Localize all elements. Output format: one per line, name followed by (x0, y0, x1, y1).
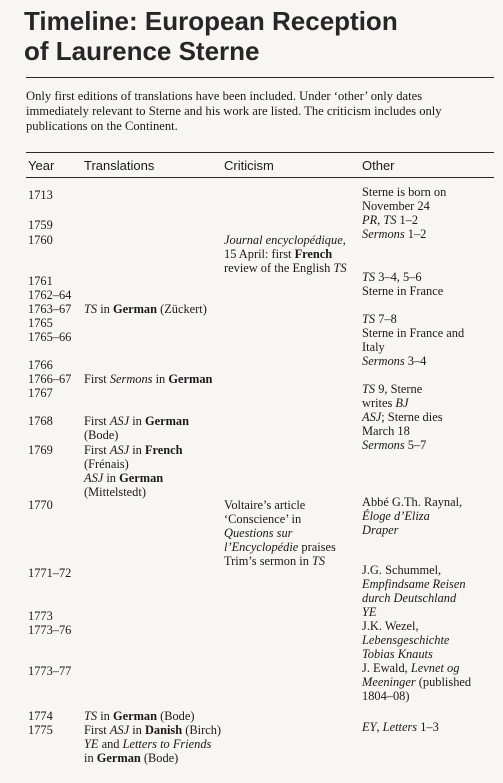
table-top-rule (26, 152, 494, 153)
other-entry (362, 661, 471, 703)
other-entry (362, 563, 466, 605)
translation-line: YE and Letters to Friends (84, 737, 212, 751)
criticism-entry (224, 498, 336, 568)
year-cell: 1770 (28, 498, 53, 512)
year-cell: 1775 (28, 723, 53, 737)
column-header-year: Year (28, 158, 55, 173)
other-entry (362, 213, 418, 227)
year-cell: 1761 (28, 274, 53, 288)
other-entry (362, 284, 443, 298)
other-entry (362, 438, 426, 452)
criticism-line: review of the English TS (224, 261, 347, 275)
other-line: Empfindsame Reisen (362, 577, 466, 591)
other-line: PR, TS 1–2 (362, 213, 419, 227)
translation-line: (Bode) (84, 428, 119, 442)
other-line: Sterne in France (362, 284, 444, 298)
other-line: Sermons 5–7 (362, 438, 427, 452)
translation-entry (84, 709, 221, 765)
translation-line: (Mittelstedt) (84, 485, 146, 499)
year-cell: 1771–72 (28, 566, 72, 580)
criticism-line: Questions sur (224, 526, 293, 540)
translation-line: First ASJ in German (84, 414, 189, 428)
year-cell: 1766–67 (28, 372, 72, 386)
year-cell: 1773–77 (28, 664, 72, 678)
other-line: J.G. Schummel, (362, 563, 442, 577)
other-line: ASJ; Sterne dies (362, 410, 443, 424)
other-entry (362, 495, 462, 537)
title-line-2: of Laurence Sterne (24, 36, 260, 66)
other-line: writes BJ (362, 396, 409, 410)
other-entry (362, 185, 446, 213)
other-line: 1804–08) (362, 689, 410, 703)
other-line: Sterne is born on (362, 185, 447, 199)
other-line: EY, Letters 1–3 (362, 720, 439, 734)
other-entry (362, 619, 449, 661)
page-title (24, 6, 484, 66)
other-line: Éloge d’Eliza (362, 509, 430, 523)
translation-line: First ASJ in Danish (Birch) (84, 723, 222, 737)
year-cell: 1713 (28, 188, 53, 202)
other-entry (362, 720, 439, 734)
other-line: November 24 (362, 199, 430, 213)
translation-entry (84, 372, 212, 386)
translation-line: TS in German (Bode) (84, 709, 195, 723)
other-entry (362, 605, 376, 619)
translation-line: TS in German (Zückert) (84, 302, 207, 316)
other-line: Lebensgeschichte (362, 633, 450, 647)
other-line: TS 9, Sterne (362, 382, 423, 396)
other-line: durch Deutschland (362, 591, 457, 605)
other-entry (362, 270, 422, 284)
title-line-1: Timeline: European Reception (24, 6, 398, 36)
other-entry (362, 312, 397, 326)
translation-line: (Frénais) (84, 457, 129, 471)
other-entry (362, 227, 426, 241)
other-line: Sermons 1–2 (362, 227, 427, 241)
year-cell: 1763–67 (28, 302, 72, 316)
other-line: J.K. Wezel, (362, 619, 419, 633)
intro-line: publications on the Continent. (26, 119, 178, 133)
other-line: Italy (362, 340, 385, 354)
column-header-translations: Translations (84, 158, 155, 173)
translation-line: ASJ in German (84, 471, 164, 485)
divider (26, 77, 494, 78)
other-line: TS 3–4, 5–6 (362, 270, 422, 284)
translation-entry (84, 443, 183, 499)
criticism-entry (224, 233, 347, 275)
other-line: Meeninger (published (362, 675, 472, 689)
year-cell: 1762–64 (28, 288, 72, 302)
year-cell: 1765–66 (28, 330, 72, 344)
intro-line: immediately relevant to Sterne and his work are listed. The criticism includes only (26, 104, 442, 118)
translation-entry (84, 302, 207, 316)
criticism-line: ‘Conscience’ in (224, 512, 302, 526)
column-header-other: Other (362, 158, 395, 173)
table-header-rule (26, 177, 494, 178)
year-cell: 1765 (28, 316, 53, 330)
translation-line: First Sermons in German (84, 372, 213, 386)
year-cell: 1769 (28, 443, 53, 457)
other-line: Abbé G.Th. Raynal, (362, 495, 463, 509)
year-cell: 1767 (28, 386, 53, 400)
other-line: March 18 (362, 424, 410, 438)
criticism-line: 15 April: first French (224, 247, 333, 261)
translation-line: in German (Bode) (84, 751, 179, 765)
other-entry (362, 354, 426, 368)
other-line: Sermons 3–4 (362, 354, 427, 368)
year-cell: 1774 (28, 709, 53, 723)
year-cell: 1760 (28, 233, 53, 247)
intro-paragraph (26, 89, 492, 134)
other-line: Draper (362, 523, 399, 537)
other-line: J. Ewald, Levnet og (362, 661, 460, 675)
other-line: Sterne in France and (362, 326, 465, 340)
column-header-criticism: Criticism (224, 158, 274, 173)
other-entry (362, 410, 443, 438)
year-cell: 1773–76 (28, 623, 72, 637)
year-cell: 1766 (28, 358, 53, 372)
criticism-line: Journal encyclopédique, (224, 233, 346, 247)
year-cell: 1759 (28, 218, 53, 232)
other-line: Tobias Knauts (362, 647, 433, 661)
translation-line: First ASJ in French (84, 443, 183, 457)
criticism-line: Voltaire’s article (224, 498, 306, 512)
other-line: TS 7–8 (362, 312, 397, 326)
year-cell: 1768 (28, 414, 53, 428)
year-cell: 1773 (28, 609, 53, 623)
other-line: YE (362, 605, 377, 619)
intro-line: Only first editions of translations have been included. Under ‘other’ only dates (26, 89, 423, 103)
other-entry (362, 382, 422, 410)
other-entry (362, 326, 464, 354)
criticism-line: l’Encyclopédie praises (224, 540, 336, 554)
criticism-line: Trim’s sermon in TS (224, 554, 326, 568)
translation-entry (84, 414, 189, 442)
